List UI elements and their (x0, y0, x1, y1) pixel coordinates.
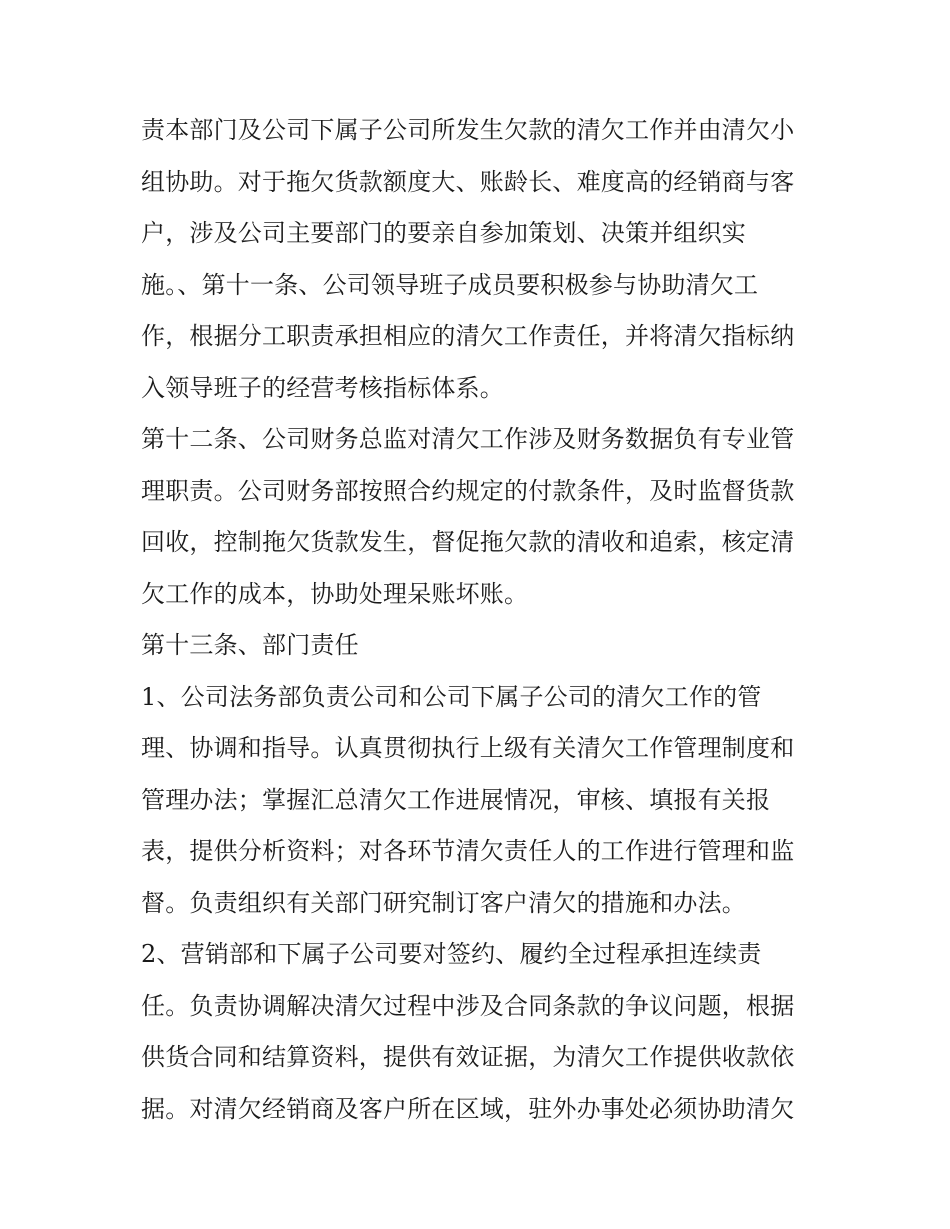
text-line-18: 任。负责协调解决清欠过程中涉及合同条款的争议问题，根据 (141, 991, 795, 1020)
text-line-20: 据。对清欠经销商及客户所在区域，驻外办事处必须协助清欠 (141, 1094, 795, 1123)
text-line-12: 1、公司法务部负责公司和公司下属子公司的清欠工作的管 (141, 682, 762, 711)
text-line-11: 第十三条、部门责任 (141, 631, 359, 659)
text-line-1: 责本部门及公司下属子公司所发生欠款的清欠工作并由清欠小 (141, 116, 795, 144)
text-line-5: 作，根据分工职责承担相应的清欠工作责任，并将清欠指标纳 (141, 322, 795, 350)
text-line-15: 表，提供分析资料；对各环节清欠责任人的工作进行管理和监 (141, 837, 795, 865)
text-line-7: 第十二条、公司财务总监对清欠工作涉及财务数据负有专业管 (141, 425, 795, 453)
text-line-6: 入领导班子的经营考核指标体系。 (141, 373, 504, 402)
text-line-13: 理、协调和指导。认真贯彻执行上级有关清欠工作管理制度和 (141, 734, 795, 762)
text-line-3: 户，涉及公司主要部门的要亲自参加策划、决策并组织实 (141, 219, 746, 247)
text-line-10: 欠工作的成本，协助处理呆账坏账。 (141, 579, 529, 608)
text-line-9: 回收，控制拖欠货款发生，督促拖欠款的清收和追索，核定清 (141, 528, 795, 556)
text-line-8: 理职责。公司财务部按照合约规定的付款条件，及时监督货款 (141, 476, 795, 505)
text-line-17: 2、营销部和下属子公司要对签约、履约全过程承担连续责 (141, 940, 762, 968)
text-line-2: 组协助。对于拖欠货款额度大、账龄长、难度高的经销商与客 (141, 167, 795, 196)
text-line-4: 施。、第十一条、公司领导班子成员要积极参与协助清欠工 (141, 270, 759, 299)
text-line-19: 供货合同和结算资料，提供有效证据，为清欠工作提供收款依 (141, 1043, 795, 1071)
text-line-16: 督。负责组织有关部门研究制订客户清欠的措施和办法。 (141, 888, 746, 917)
document-body (141, 105, 821, 1135)
text-line-14: 管理办法；掌握汇总清欠工作进展情况，审核、填报有关报 (141, 785, 771, 814)
